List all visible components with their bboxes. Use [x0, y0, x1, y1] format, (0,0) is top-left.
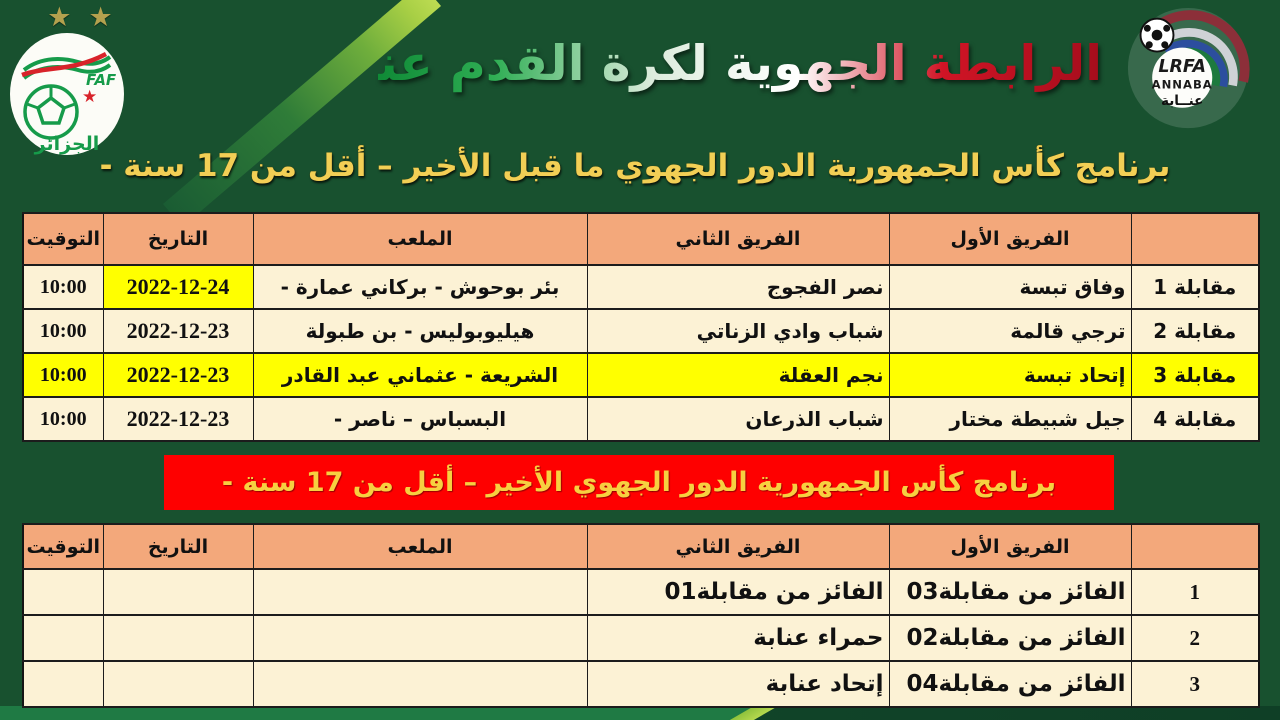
match-row: [23, 309, 1259, 353]
match-date-empty: [103, 661, 253, 707]
match-number: 2: [1131, 615, 1259, 661]
col-header-time: التوقيت: [23, 524, 103, 569]
team1-name: جيل شبيطة مختار: [889, 397, 1131, 441]
faf-championship-stars: [30, 2, 130, 33]
team2-name: شباب الذرعان: [587, 397, 889, 441]
team1-name: الفائز من مقابلة03: [889, 569, 1131, 615]
match-label: مقابلة 4: [1131, 397, 1259, 441]
match-time-empty: [23, 615, 103, 661]
match-number: 1: [1131, 569, 1259, 615]
match-label: مقابلة 3: [1131, 353, 1259, 397]
col-header-team1: الفريق الأول: [889, 524, 1131, 569]
team2-name: حمراء عنابة: [587, 615, 889, 661]
match-date-highlighted: 2022-12-24: [103, 265, 253, 309]
stadium-name: الشريعة - عثماني عبد القادر: [253, 353, 587, 397]
match-date-empty: [103, 615, 253, 661]
col-header-team2: الفريق الثاني: [587, 524, 889, 569]
stadium-name: هيليوبوليس - بن طبولة: [253, 309, 587, 353]
col-header-team1: الفريق الأول: [889, 213, 1131, 265]
faf-logo-graphic: [6, 30, 128, 158]
match-time-empty: [23, 569, 103, 615]
match-time: 10:00: [23, 397, 103, 441]
match-label: مقابلة 2: [1131, 309, 1259, 353]
final-round-banner: برنامج كأس الجمهورية الدور الجهوي الأخير – أقل من 17 سنة -: [164, 455, 1114, 510]
col-header-match: [1131, 213, 1259, 265]
star-icon: ★: [88, 2, 113, 33]
col-header-stadium: الملعب: [253, 524, 587, 569]
match-date: 2022-12-23: [103, 397, 253, 441]
stadium-name: البسباس – ناصر -: [253, 397, 587, 441]
col-header-stadium: الملعب: [253, 213, 587, 265]
match-time: 10:00: [23, 353, 103, 397]
final-table: [22, 523, 1260, 708]
match-row: [23, 615, 1259, 661]
col-header-team2: الفريق الثاني: [587, 213, 889, 265]
team2-name: شباب وادي الزناتي: [587, 309, 889, 353]
lrfa-city-label: ANNABA: [1151, 77, 1213, 92]
faf-acronym: FAF: [86, 71, 117, 89]
team1-name: ترجي قالمة: [889, 309, 1131, 353]
team1-name: الفائز من مقابلة02: [889, 615, 1131, 661]
lrfa-logo-graphic: [1126, 6, 1252, 132]
match-label: مقابلة 1: [1131, 265, 1259, 309]
match-date-empty: [103, 569, 253, 615]
stadium-name: بئر بوحوش - بركاني عمارة -: [253, 265, 587, 309]
faf-country-label: الجزائر: [34, 133, 100, 155]
match-row-highlighted: [23, 353, 1259, 397]
team2-name: نجم العقلة: [587, 353, 889, 397]
table-header-row: [23, 524, 1259, 569]
semifinal-subtitle: برنامج كأس الجمهورية الدور الجهوي ما قبل الأخير – أقل من 17 سنة -: [99, 148, 1171, 184]
col-header-date: التاريخ: [103, 213, 253, 265]
col-header-date: التاريخ: [103, 524, 253, 569]
match-row: [23, 569, 1259, 615]
match-row: [23, 661, 1259, 707]
stadium-name-empty: [253, 615, 587, 661]
lrfa-acronym: LRFA: [1158, 56, 1207, 77]
match-date: 2022-12-23: [103, 353, 253, 397]
match-time: 10:00: [23, 309, 103, 353]
semifinal-table: [22, 212, 1260, 442]
col-header-match: [1131, 524, 1259, 569]
match-time: 10:00: [23, 265, 103, 309]
team1-name: الفائز من مقابلة04: [889, 661, 1131, 707]
match-number: 3: [1131, 661, 1259, 707]
red-star-icon: ★: [82, 87, 98, 107]
page-title: الرابطة الجهوية لكرة القدم عنابة: [378, 16, 1102, 112]
team1-name: وفاق تبسة: [889, 265, 1131, 309]
match-date: 2022-12-23: [103, 309, 253, 353]
stadium-name-empty: [253, 569, 587, 615]
faf-algeria-logo: [6, 30, 128, 162]
team2-name: إتحاد عنابة: [587, 661, 889, 707]
lrfa-annaba-logo: [1126, 6, 1252, 136]
match-row: [23, 397, 1259, 441]
stadium-name-empty: [253, 661, 587, 707]
star-icon: ★: [47, 2, 72, 33]
lrfa-city-arabic-label: عنــابة: [1160, 92, 1204, 109]
match-time-empty: [23, 661, 103, 707]
table-header-row: [23, 213, 1259, 265]
match-row: [23, 265, 1259, 309]
team2-name: الفائز من مقابلة01: [587, 569, 889, 615]
bottom-band-left-decoration: [0, 706, 762, 720]
team1-name: إتحاد تبسة: [889, 353, 1131, 397]
team2-name: نصر الفجوج: [587, 265, 889, 309]
col-header-time: التوقيت: [23, 213, 103, 265]
